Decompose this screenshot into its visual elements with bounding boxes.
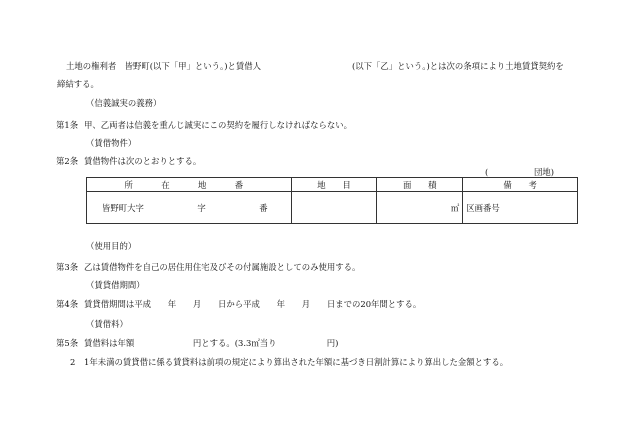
cell-category <box>291 192 377 224</box>
article-1-text: 甲、乙両者は信義を重んじ誠実にこの契約を履行しなければならない。 <box>84 120 352 130</box>
article-5-heading: （賃借料） <box>86 319 128 329</box>
article-2-number: 第2条 <box>56 156 79 166</box>
clause-2-text: 1年未満の賃貸借に係る賃貸料は前項の規定により算出された年額に基づき日割計算により算出した金額とする。 <box>84 357 509 367</box>
table-caption-label: 団地) <box>534 167 555 177</box>
table-caption-open: ( <box>485 167 489 177</box>
location-aza: 字 <box>197 202 206 213</box>
article-1-heading: （信義誠実の義務） <box>86 98 162 108</box>
article-3-number: 第3条 <box>56 262 79 272</box>
table-row <box>87 192 578 224</box>
location-oaza: 皆野町大字 <box>102 202 144 213</box>
cell-location <box>87 192 292 224</box>
article-3-text: 乙は賃借物件を自己の居住用住宅及びその付属施設としてのみ使用する。 <box>84 262 361 272</box>
preamble-line1-a: 土地の権利者 皆野町(以下「甲」という。)と賃借人 <box>66 61 261 71</box>
article-1-number: 第1条 <box>56 120 79 130</box>
header-remarks: 備 考 <box>463 178 578 192</box>
article-2-text: 賃借物件は次のとおりとする。 <box>84 156 202 166</box>
cell-area <box>377 192 463 224</box>
table-header-row <box>87 178 578 192</box>
article-4-number: 第4条 <box>56 299 79 309</box>
cell-remarks: 区画番号 <box>463 192 578 224</box>
location-ban: 番 <box>259 202 268 213</box>
area-unit: ㎡ <box>450 202 460 213</box>
article-5-number: 第5条 <box>56 338 79 348</box>
article-5-text: 賃借料は年額 円とする。(3.3㎡当り 円) <box>84 338 339 348</box>
clause-2-number: 2 <box>70 357 76 367</box>
header-area: 面 積 <box>377 178 463 192</box>
article-3-heading: （使用目的） <box>86 241 137 251</box>
header-location: 所 在 地 番 <box>87 178 292 192</box>
header-category: 地 目 <box>291 178 377 192</box>
property-table <box>86 177 578 224</box>
article-4-heading: （賃貸借期間） <box>86 280 145 290</box>
article-2-heading: （賃借物件） <box>86 138 137 148</box>
preamble-line1-b: (以下「乙」という。)とは次の条項により土地賃貸契約を <box>352 61 564 71</box>
preamble-line2: 締結する。 <box>57 79 99 89</box>
article-4-text: 賃貸借期間は平成 年 月 日から平成 年 月 日までの20年間とする。 <box>84 299 422 309</box>
